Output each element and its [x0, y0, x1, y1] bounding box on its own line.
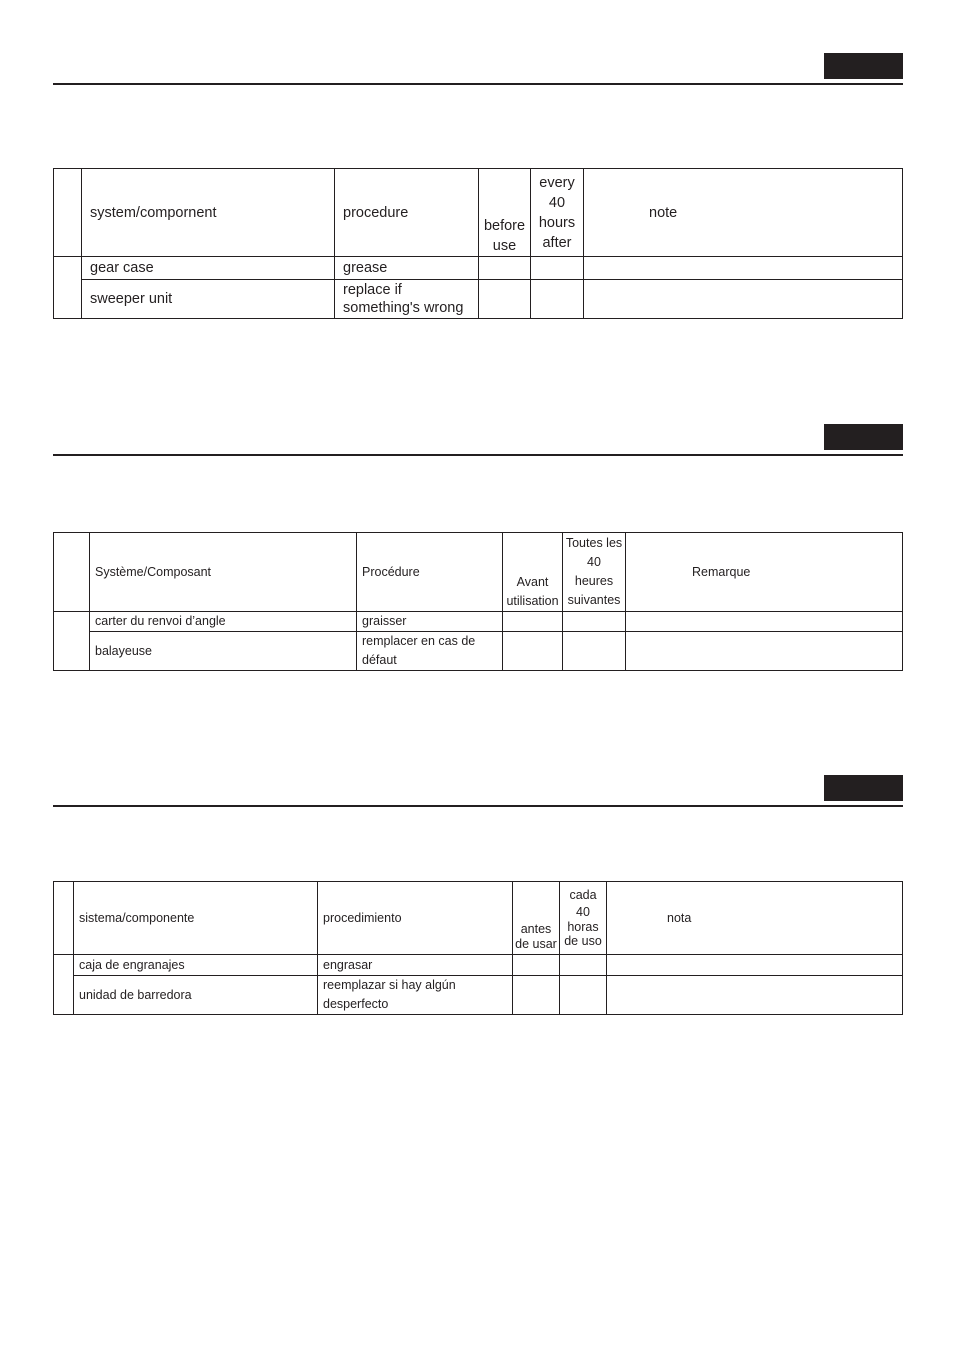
cell-component: gear case — [82, 257, 335, 280]
cell-before-use — [513, 955, 560, 976]
header-interval: every 40 hours after — [531, 169, 584, 257]
index-cell — [54, 257, 82, 319]
header-note: nota — [607, 882, 903, 955]
table-header-row — [54, 882, 903, 955]
cell-interval — [531, 280, 584, 319]
cell-before-use — [503, 612, 563, 632]
section-rule-fr — [53, 454, 903, 456]
cell-interval — [560, 976, 607, 1015]
table-row — [54, 632, 903, 671]
cell-procedure: remplacer en cas de défaut — [357, 632, 503, 671]
header-component: sistema/componente — [74, 882, 318, 955]
maintenance-table-fr — [53, 532, 903, 671]
table-row — [54, 976, 903, 1015]
cell-component: caja de engranajes — [74, 955, 318, 976]
cell-note — [607, 976, 903, 1015]
cell-procedure: engrasar — [318, 955, 513, 976]
maintenance-table-es — [53, 881, 903, 1015]
section-tag-en — [824, 53, 903, 79]
header-note: note — [584, 169, 903, 257]
header-interval: cada 40 horas de uso — [560, 882, 607, 955]
cell-procedure: graisser — [357, 612, 503, 632]
cell-component: unidad de barredora — [74, 976, 318, 1015]
cell-note — [626, 612, 903, 632]
cell-note — [584, 280, 903, 319]
cell-component: sweeper unit — [82, 280, 335, 319]
header-before-use: antes de usar — [513, 882, 560, 955]
header-before-use: before use — [479, 169, 531, 257]
header-before-use: Avant utilisation — [503, 533, 563, 612]
table-row — [54, 955, 903, 976]
cell-interval — [560, 955, 607, 976]
cell-note — [626, 632, 903, 671]
maintenance-table-en — [53, 168, 903, 319]
header-procedure: Procédure — [357, 533, 503, 612]
index-cell — [54, 533, 90, 612]
table-header-row — [54, 533, 903, 612]
index-cell — [54, 955, 74, 1015]
header-component: system/compornent — [82, 169, 335, 257]
cell-interval — [563, 612, 626, 632]
cell-interval — [531, 257, 584, 280]
cell-procedure: grease — [335, 257, 479, 280]
section-rule-en — [53, 83, 903, 85]
header-component: Système/Composant — [90, 533, 357, 612]
header-procedure: procedure — [335, 169, 479, 257]
section-tag-es — [824, 775, 903, 801]
header-note: Remarque — [626, 533, 903, 612]
index-cell — [54, 169, 82, 257]
table-row — [54, 612, 903, 632]
section-tag-fr — [824, 424, 903, 450]
header-interval: Toutes les 40 heures suivantes — [563, 533, 626, 612]
cell-note — [607, 955, 903, 976]
cell-before-use — [503, 632, 563, 671]
table-row — [54, 280, 903, 319]
cell-before-use — [513, 976, 560, 1015]
index-cell — [54, 612, 90, 671]
cell-interval — [563, 632, 626, 671]
cell-before-use — [479, 257, 531, 280]
index-cell — [54, 882, 74, 955]
table-header-row — [54, 169, 903, 257]
header-procedure: procedimiento — [318, 882, 513, 955]
cell-procedure: replace if something's wrong — [335, 280, 479, 319]
cell-before-use — [479, 280, 531, 319]
table-row — [54, 257, 903, 280]
cell-component: carter du renvoi d’angle — [90, 612, 357, 632]
section-rule-es — [53, 805, 903, 807]
cell-component: balayeuse — [90, 632, 357, 671]
cell-note — [584, 257, 903, 280]
cell-procedure: reemplazar si hay algún desperfecto — [318, 976, 513, 1015]
